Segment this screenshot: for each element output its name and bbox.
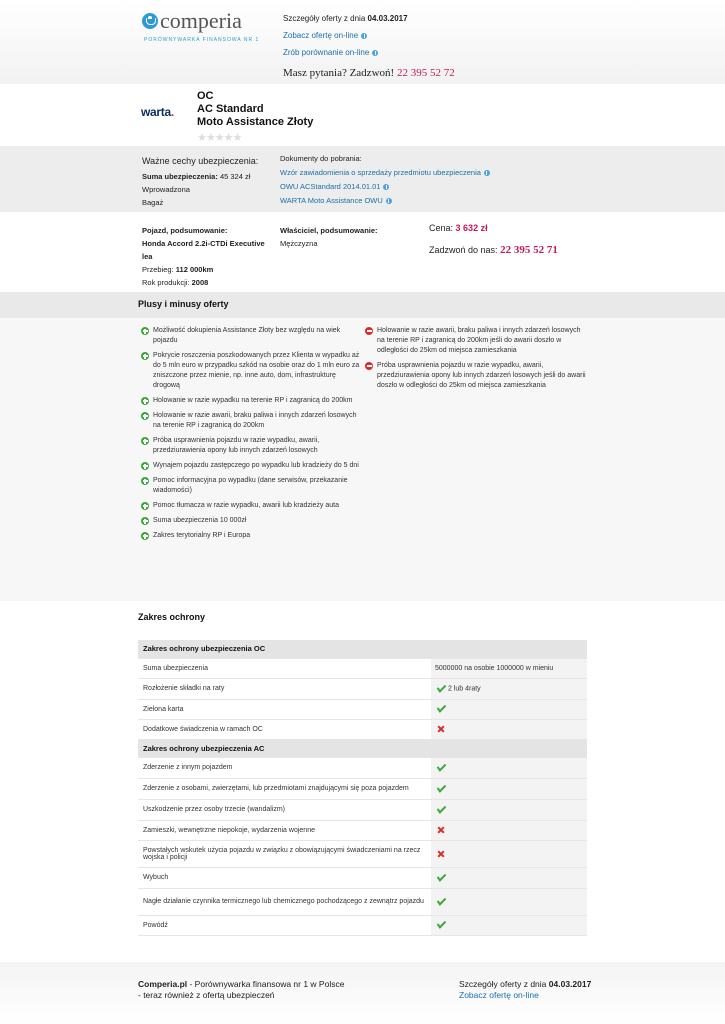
comperia-logo[interactable]: [142, 8, 272, 47]
important-features: [142, 156, 258, 209]
header-phone[interactable]: 22 395 52 72: [396, 67, 455, 79]
coverage-label: Rozłożenie składki na raty: [138, 678, 431, 699]
star-icon: ★: [197, 132, 206, 144]
cross-icon: [437, 850, 445, 858]
check-icon: [437, 803, 446, 813]
plus-circle-icon: [141, 352, 149, 360]
pro-item: [141, 531, 363, 541]
compare-online-link[interactable]: Zrób porównanie on-line: [283, 48, 370, 57]
comperia-logo-icon: [142, 13, 158, 29]
offer-names: [197, 90, 313, 144]
item-text: Wynajem pojazdu zastępczego po wypadku lub kradzieży do 5 dni: [153, 462, 359, 469]
check-icon: [437, 782, 446, 792]
star-icon: ★: [205, 132, 215, 144]
minus-circle-icon: [365, 327, 373, 335]
coverage-label: Uszkodzenie przez osoby trzecie (wandalizm): [138, 799, 431, 820]
coverage-label: Zderzenie z osobami, zwierzętami, lub przedmiotami znajdującymi się poza pojazdem: [138, 778, 431, 799]
coverage-table: [138, 640, 587, 936]
sum-insured: Suma ubezpieczenia: 45 324 zł: [142, 172, 251, 181]
item-text: Pokrycie roszczenia poszkodowanych przez Klienta w wypadku aż do 5 mln euro w przypadku szkód na osobie oraz do 1 mln euro za zniszczone przez mienie, np. inne auto, dom, infrastrukturę drogową: [153, 352, 360, 389]
plus-circle-icon: [141, 462, 149, 470]
coverage-value: [431, 867, 587, 888]
item-text: Suma ubezpieczenia 10 000zł: [153, 517, 247, 524]
footer-offer-info: Szczegóły oferty z dnia 04.03.2017 Zobacz ofertę on-line: [459, 979, 592, 1000]
footer-brand: Comperia.pl - Porównywarka finansowa nr 1 w Polsce - teraz również z ofertą ubezpieczeń: [138, 979, 345, 1000]
coverage-label: Zderzenie z innym pojazdem: [138, 757, 431, 778]
group-title: Zakres ochrony ubezpieczenia AC: [138, 739, 587, 757]
documents-title: Dokumenty do pobrania:: [280, 154, 362, 163]
info-icon: [484, 170, 490, 176]
call-us: Zadzwoń do nas: 22 395 52 71: [429, 244, 558, 256]
vehicle-label: Pojazd, podsumowanie:: [142, 226, 228, 235]
coverage-row: [138, 799, 587, 820]
info-icon: [386, 198, 392, 204]
document-link[interactable]: OWU ACStandard 2014.01.01: [280, 182, 381, 191]
con-item: [365, 326, 587, 356]
cons-list: [365, 326, 587, 396]
check-icon: [437, 682, 446, 692]
star-icon: ★: [214, 132, 224, 144]
coverage-row: [138, 915, 587, 935]
pro-item: [141, 396, 363, 406]
vehicle-summary: [142, 224, 272, 289]
check-icon: [437, 761, 446, 771]
coverage-value: [431, 840, 587, 867]
coverage-label: Powódź: [138, 915, 431, 935]
view-offer-online-link[interactable]: Zobacz ofertę on-line: [283, 31, 359, 40]
coverage-label: Nagłe działanie czynnika termicznego lub chemicznego pochodzącego z zewnątrz pojazdu: [138, 888, 431, 915]
item-text: Pomoc tłumacza w razie wypadku, awarii lub kradzieży auta: [153, 502, 339, 509]
coverage-row: [138, 699, 587, 719]
coverage-label: Dodatkowe świadczenia w ramach OC: [138, 719, 431, 739]
pro-item: [141, 501, 363, 511]
owner-summary: [280, 224, 378, 250]
pro-item: [141, 476, 363, 496]
production-year: Rok produkcji: 2008: [142, 278, 209, 287]
features-section: [0, 146, 725, 212]
coverage-group-header: [138, 640, 587, 658]
feature-row: Wprowadzona: [142, 185, 190, 194]
coverage-value: [431, 799, 587, 820]
cross-icon: [437, 826, 445, 834]
pro-item: [141, 461, 363, 471]
offer-name-assistance: Moto Assistance Złoty: [197, 116, 314, 128]
coverage-row: [138, 888, 587, 915]
document-link[interactable]: Wzór zawiadomienia o sprzedaży przedmiotu ubezpieczenia: [280, 168, 481, 177]
coverage-row: [138, 778, 587, 799]
cross-icon: [437, 725, 445, 733]
pro-item: [141, 326, 363, 346]
coverage-value: [431, 658, 587, 678]
call-phone[interactable]: 22 395 52 71: [500, 244, 558, 256]
plus-circle-icon: [141, 517, 149, 525]
owner-value: Mężczyzna: [280, 239, 318, 248]
summary-section: [0, 212, 725, 292]
coverage-group-header: [138, 739, 587, 757]
plus-circle-icon: [141, 397, 149, 405]
plus-circle-icon: [141, 502, 149, 510]
info-icon: [372, 50, 378, 56]
coverage-label: Suma ubezpieczenia: [138, 658, 431, 678]
coverage-label: Powstałych wskutek użycia pojazdu w związku z obowiązującymi świadczeniami na rzecz wojska i policji: [138, 840, 431, 867]
coverage-row: [138, 820, 587, 840]
offer-section: [0, 84, 725, 146]
pros-cons-header: [0, 292, 725, 318]
offer-name-oc: OC: [197, 90, 214, 102]
coverage-value: [431, 888, 587, 915]
offer-name-ac: AC Standard: [197, 103, 264, 115]
feature-row: Bagaż: [142, 198, 164, 207]
plus-circle-icon: [141, 477, 149, 485]
rating-stars: [197, 131, 313, 144]
coverage-title: Zakres ochrony: [138, 612, 206, 622]
check-icon: [437, 871, 446, 881]
pro-item: [141, 436, 363, 456]
offer-date: 04.03.2017: [367, 14, 408, 23]
warta-logo: warta.: [141, 105, 174, 119]
header-info: [283, 14, 455, 79]
item-text: Holowanie w razie wypadku na terenie RP i zagranicą do 200km: [153, 397, 353, 404]
coverage-label: Zamieszki, wewnętrzne niepokoje, wydarzenia wojenne: [138, 820, 431, 840]
pro-item: [141, 351, 363, 391]
coverage-value: [431, 699, 587, 719]
document-link[interactable]: WARTA Moto Assistance OWU: [280, 196, 383, 205]
coverage-value: [431, 678, 587, 699]
coverage-value: [431, 778, 587, 799]
page-header: [0, 0, 725, 84]
coverage-row: [138, 678, 587, 699]
features-title: Ważne cechy ubezpieczenia:: [142, 156, 259, 166]
coverage-value: [431, 719, 587, 739]
group-title: Zakres ochrony ubezpieczenia OC: [138, 640, 587, 658]
pros-list: [141, 326, 363, 546]
check-icon: [437, 919, 446, 929]
coverage-label: Wybuch: [138, 867, 431, 888]
offer-date-line: Szczegóły oferty z dnia 04.03.2017: [283, 14, 408, 23]
price: Cena: 3 632 zł: [429, 223, 488, 233]
coverage-value-text: 2 lub 4raty: [448, 685, 481, 693]
item-text: Pomoc informacyjna po wypadku (dane serwisów, przekazanie wiadomości): [153, 477, 348, 494]
coverage-row: [138, 757, 587, 778]
item-text: Próba usprawnienia pojazdu w razie wypadku, awarii, przedziurawienia opony lub innych zdarzeń losowych jeśli do awarii doszło w odległości do 25km od miejsca zamieszkania: [377, 362, 586, 389]
item-text: Próba usprawnienia pojazdu w razie wypadku, awarii, przedziurawienia opony lub innych zdarzeń losowych: [153, 437, 320, 454]
price-value: 3 632 zł: [455, 223, 488, 233]
logo-tagline: PORÓWNYWARKA FINANSOWA NR 1: [144, 37, 260, 43]
logo-text: comperia: [160, 8, 242, 33]
plus-circle-icon: [141, 532, 149, 540]
plus-circle-icon: [141, 437, 149, 445]
check-icon: [437, 703, 446, 713]
info-icon: [383, 184, 389, 190]
page-footer: [0, 962, 725, 1024]
minus-circle-icon: [365, 362, 373, 370]
star-icon: ★: [223, 132, 233, 144]
pro-item: [141, 411, 363, 431]
item-text: Możliwość dokupienia Assistance Złoty bez względu na wiek pojazdu: [153, 327, 341, 344]
pros-cons-body: [0, 318, 725, 601]
pro-item: [141, 516, 363, 526]
item-text: Holowanie w razie awarii, braku paliwa i innych zdarzeń losowych na terenie RP i zagranicą do 200km: [153, 412, 357, 429]
plus-circle-icon: [141, 412, 149, 420]
coverage-row: [138, 658, 587, 678]
check-icon: [437, 895, 446, 905]
star-icon: ★: [232, 132, 242, 144]
coverage-row: [138, 867, 587, 888]
item-text: Holowanie w razie awarii, braku paliwa i innych zdarzeń losowych na terenie RP i zagranicą do 200km jeśli do awarii doszło w odległości do 25km od miejsca zamieszkania: [377, 327, 581, 354]
footer-view-offer-link[interactable]: Zobacz ofertę on-line: [459, 990, 539, 1000]
mileage: Przebieg: 112 000km: [142, 265, 214, 274]
logo-dot: .: [170, 105, 174, 119]
info-icon: [361, 33, 367, 39]
coverage-value-text: 5000000 na osobie 1000000 w mieniu: [435, 664, 554, 672]
pros-cons-title: Plusy i minusy oferty: [138, 299, 229, 309]
owner-label: Właściciel, podsumowanie:: [280, 226, 378, 235]
coverage-row: [138, 719, 587, 739]
coverage-label: Zielona karta: [138, 699, 431, 719]
coverage-value: [431, 915, 587, 935]
documents: [280, 154, 490, 208]
contact-line: Masz pytania? Zadzwoń! 22 395 52 72: [283, 67, 455, 79]
con-item: [365, 361, 587, 391]
vehicle-name: Honda Accord 2.2i-CTDi Executive lea: [142, 239, 265, 261]
coverage-value: [431, 757, 587, 778]
plus-circle-icon: [141, 327, 149, 335]
coverage-section: [0, 601, 725, 962]
item-text: Zakres terytorialny RP i Europa: [153, 532, 251, 539]
coverage-row: [138, 840, 587, 867]
coverage-value: [431, 820, 587, 840]
